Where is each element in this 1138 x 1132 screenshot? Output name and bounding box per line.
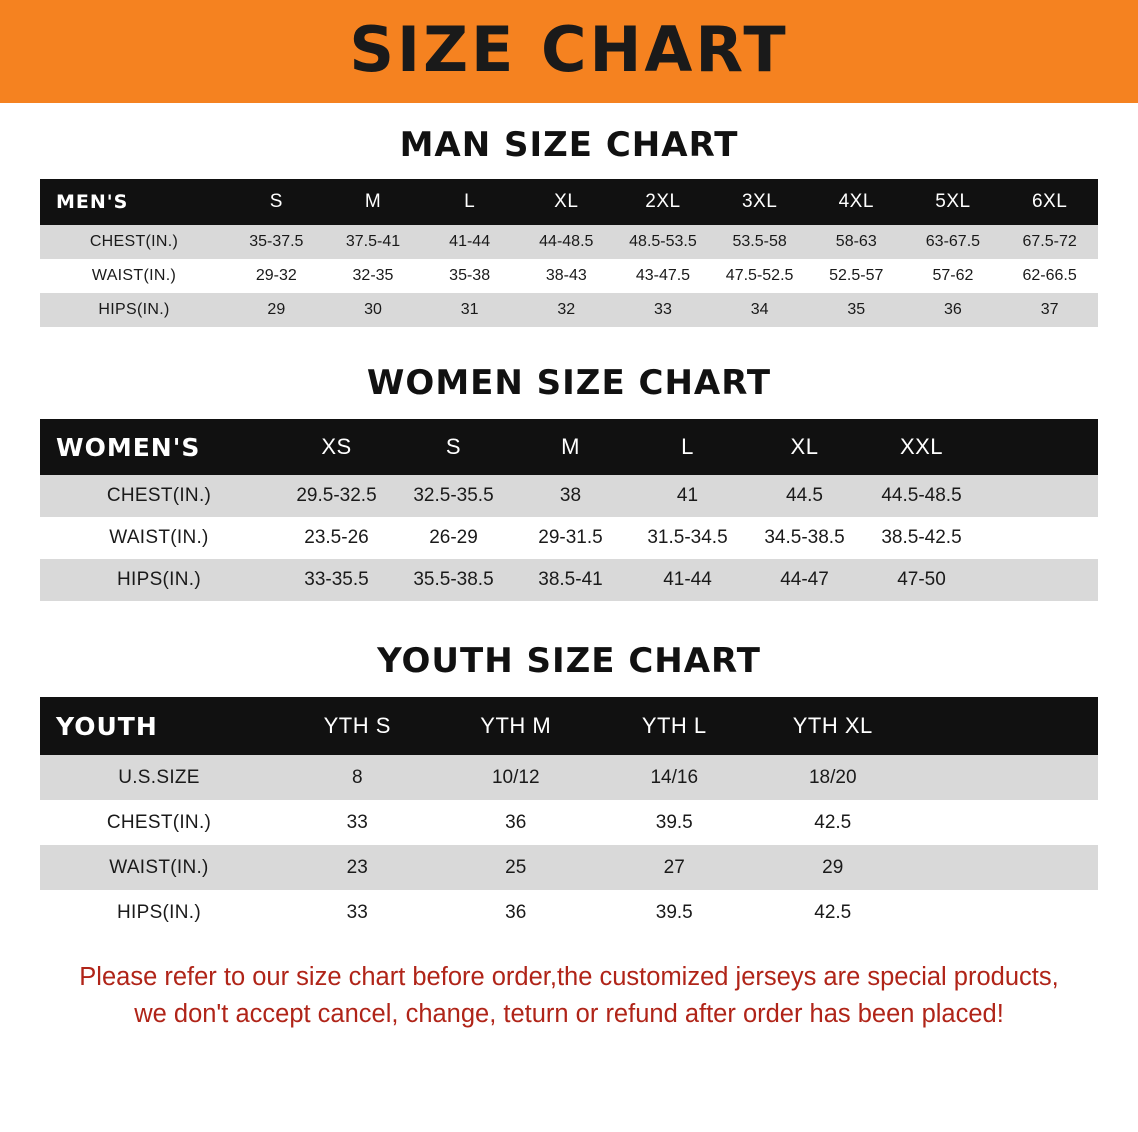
women-chest-xl: 44.5 — [746, 475, 863, 517]
women-row-label-chest: CHEST(IN.) — [40, 475, 278, 517]
youth-chest-spacer — [912, 800, 1098, 845]
youth-hips-l: 39.5 — [595, 890, 754, 935]
women-table-body — [40, 475, 1098, 601]
table-row — [40, 890, 1098, 935]
youth-table-body — [40, 755, 1098, 935]
page-title: SIZE CHART — [349, 12, 789, 86]
women-col-6: XXL — [899, 434, 944, 459]
youth-table-wrapper — [40, 697, 1098, 935]
man-chest-4xl: 58-63 — [808, 225, 905, 259]
women-chest-spacer — [980, 475, 1098, 517]
youth-row-label-chest: CHEST(IN.) — [40, 800, 278, 845]
man-chest-xl: 44-48.5 — [518, 225, 615, 259]
women-row-label-hips: HIPS(IN.) — [40, 559, 278, 601]
women-waist-xs: 23.5-26 — [278, 517, 395, 559]
youth-row-label-ussize: U.S.SIZE — [40, 755, 278, 800]
man-hips-m: 30 — [325, 293, 422, 327]
women-chest-s: 32.5-35.5 — [395, 475, 512, 517]
man-size-table — [40, 179, 1098, 327]
man-hips-xl: 32 — [518, 293, 615, 327]
table-row — [40, 259, 1098, 293]
table-row — [40, 517, 1098, 559]
man-hips-4xl: 35 — [808, 293, 905, 327]
table-row — [40, 800, 1098, 845]
man-hips-l: 31 — [421, 293, 518, 327]
man-header-row — [40, 179, 1098, 225]
women-hips-spacer — [980, 559, 1098, 601]
youth-table-head — [40, 697, 1098, 755]
man-chest-5xl: 63-67.5 — [905, 225, 1002, 259]
women-hips-l: 41-44 — [629, 559, 746, 601]
youth-section-title: YOUTH SIZE CHART — [377, 641, 761, 681]
women-hips-xs: 33-35.5 — [278, 559, 395, 601]
man-row-label-waist: WAIST(IN.) — [40, 259, 228, 293]
women-waist-l: 31.5-34.5 — [629, 517, 746, 559]
women-waist-spacer — [980, 517, 1098, 559]
youth-waist-spacer — [912, 845, 1098, 890]
youth-hips-spacer — [912, 890, 1098, 935]
man-col-4: XL — [554, 191, 579, 212]
women-header-row — [40, 419, 1098, 475]
man-chest-s: 35-37.5 — [228, 225, 325, 259]
man-hips-2xl: 33 — [615, 293, 712, 327]
man-row-label-chest: CHEST(IN.) — [40, 225, 228, 259]
man-hips-s: 29 — [228, 293, 325, 327]
youth-row-header: YOUTH — [56, 711, 158, 741]
women-hips-m: 38.5-41 — [512, 559, 629, 601]
man-chest-6xl: 67.5-72 — [1001, 225, 1098, 259]
man-waist-2xl: 43-47.5 — [615, 259, 712, 293]
man-hips-3xl: 34 — [711, 293, 808, 327]
youth-col-4: YTH XL — [792, 713, 873, 738]
youth-hips-m: 36 — [437, 890, 596, 935]
youth-col-1: YTH S — [323, 713, 391, 738]
women-col-1: XS — [321, 434, 352, 459]
youth-ussize-xl: 18/20 — [754, 755, 913, 800]
man-waist-5xl: 57-62 — [905, 259, 1002, 293]
women-chest-l: 41 — [629, 475, 746, 517]
page-banner — [0, 0, 1138, 103]
table-row — [40, 559, 1098, 601]
youth-size-table — [40, 697, 1098, 935]
policy-note-line-2: we don't accept cancel, change, teturn or refund after order has been placed! — [134, 999, 1004, 1028]
youth-ussize-m: 10/12 — [437, 755, 596, 800]
man-chest-2xl: 48.5-53.5 — [615, 225, 712, 259]
table-row — [40, 293, 1098, 327]
women-col-2: S — [445, 434, 462, 459]
man-section-title: MAN SIZE CHART — [399, 125, 739, 165]
man-row-label-hips: HIPS(IN.) — [40, 293, 228, 327]
women-col-4: L — [681, 434, 694, 459]
youth-chest-m: 36 — [437, 800, 596, 845]
man-col-9: 6XL — [1031, 191, 1068, 212]
women-hips-xxl: 47-50 — [863, 559, 980, 601]
women-row-header: WOMEN'S — [56, 432, 201, 462]
man-col-8: 5XL — [935, 191, 971, 212]
youth-ussize-spacer — [912, 755, 1098, 800]
women-table-wrapper — [40, 419, 1098, 601]
man-waist-s: 29-32 — [228, 259, 325, 293]
man-waist-6xl: 62-66.5 — [1001, 259, 1098, 293]
women-hips-xl: 44-47 — [746, 559, 863, 601]
man-col-5: 2XL — [645, 191, 681, 212]
women-col-5: XL — [790, 434, 819, 459]
table-row — [40, 475, 1098, 517]
man-chest-m: 37.5-41 — [325, 225, 422, 259]
youth-waist-l: 27 — [595, 845, 754, 890]
youth-row-label-hips: HIPS(IN.) — [40, 890, 278, 935]
women-chest-m: 38 — [512, 475, 629, 517]
women-chest-xxl: 44.5-48.5 — [863, 475, 980, 517]
man-waist-l: 35-38 — [421, 259, 518, 293]
man-waist-3xl: 47.5-52.5 — [711, 259, 808, 293]
youth-hips-s: 33 — [278, 890, 437, 935]
table-row — [40, 845, 1098, 890]
policy-note — [59, 959, 1079, 1033]
women-waist-m: 29-31.5 — [512, 517, 629, 559]
youth-col-2: YTH M — [480, 713, 552, 738]
youth-waist-s: 23 — [278, 845, 437, 890]
man-waist-xl: 38-43 — [518, 259, 615, 293]
women-waist-xxl: 38.5-42.5 — [863, 517, 980, 559]
youth-header-row — [40, 697, 1098, 755]
man-chest-l: 41-44 — [421, 225, 518, 259]
man-hips-5xl: 36 — [905, 293, 1002, 327]
women-waist-xl: 34.5-38.5 — [746, 517, 863, 559]
youth-ussize-s: 8 — [278, 755, 437, 800]
youth-waist-xl: 29 — [754, 845, 913, 890]
women-chest-xs: 29.5-32.5 — [278, 475, 395, 517]
women-row-label-waist: WAIST(IN.) — [40, 517, 278, 559]
man-col-6: 3XL — [741, 191, 778, 212]
women-section-title: WOMEN SIZE CHART — [366, 363, 772, 403]
youth-col-spacer — [912, 697, 1098, 755]
man-table-body — [40, 225, 1098, 327]
youth-hips-xl: 42.5 — [754, 890, 913, 935]
man-table-head — [40, 179, 1098, 225]
women-table-head — [40, 419, 1098, 475]
man-col-2: M — [364, 191, 382, 212]
youth-waist-m: 25 — [437, 845, 596, 890]
man-col-3: L — [464, 191, 476, 212]
women-waist-s: 26-29 — [395, 517, 512, 559]
man-hips-6xl: 37 — [1001, 293, 1098, 327]
women-hips-s: 35.5-38.5 — [395, 559, 512, 601]
youth-chest-s: 33 — [278, 800, 437, 845]
table-row — [40, 225, 1098, 259]
table-row — [40, 755, 1098, 800]
youth-chest-xl: 42.5 — [754, 800, 913, 845]
man-table-wrapper — [40, 179, 1098, 327]
man-col-7: 4XL — [838, 191, 874, 212]
man-chest-3xl: 53.5-58 — [711, 225, 808, 259]
man-row-header: MEN'S — [56, 191, 129, 213]
women-size-table — [40, 419, 1098, 601]
youth-ussize-l: 14/16 — [595, 755, 754, 800]
youth-col-3: YTH L — [641, 713, 707, 738]
policy-note-line-1: Please refer to our size chart before order,the customized jerseys are special products, — [79, 963, 1059, 991]
women-col-3: M — [561, 434, 580, 459]
youth-chest-l: 39.5 — [595, 800, 754, 845]
man-waist-4xl: 52.5-57 — [808, 259, 905, 293]
youth-row-label-waist: WAIST(IN.) — [40, 845, 278, 890]
women-col-spacer — [980, 419, 1098, 475]
man-col-1: S — [269, 191, 283, 212]
man-waist-m: 32-35 — [325, 259, 422, 293]
